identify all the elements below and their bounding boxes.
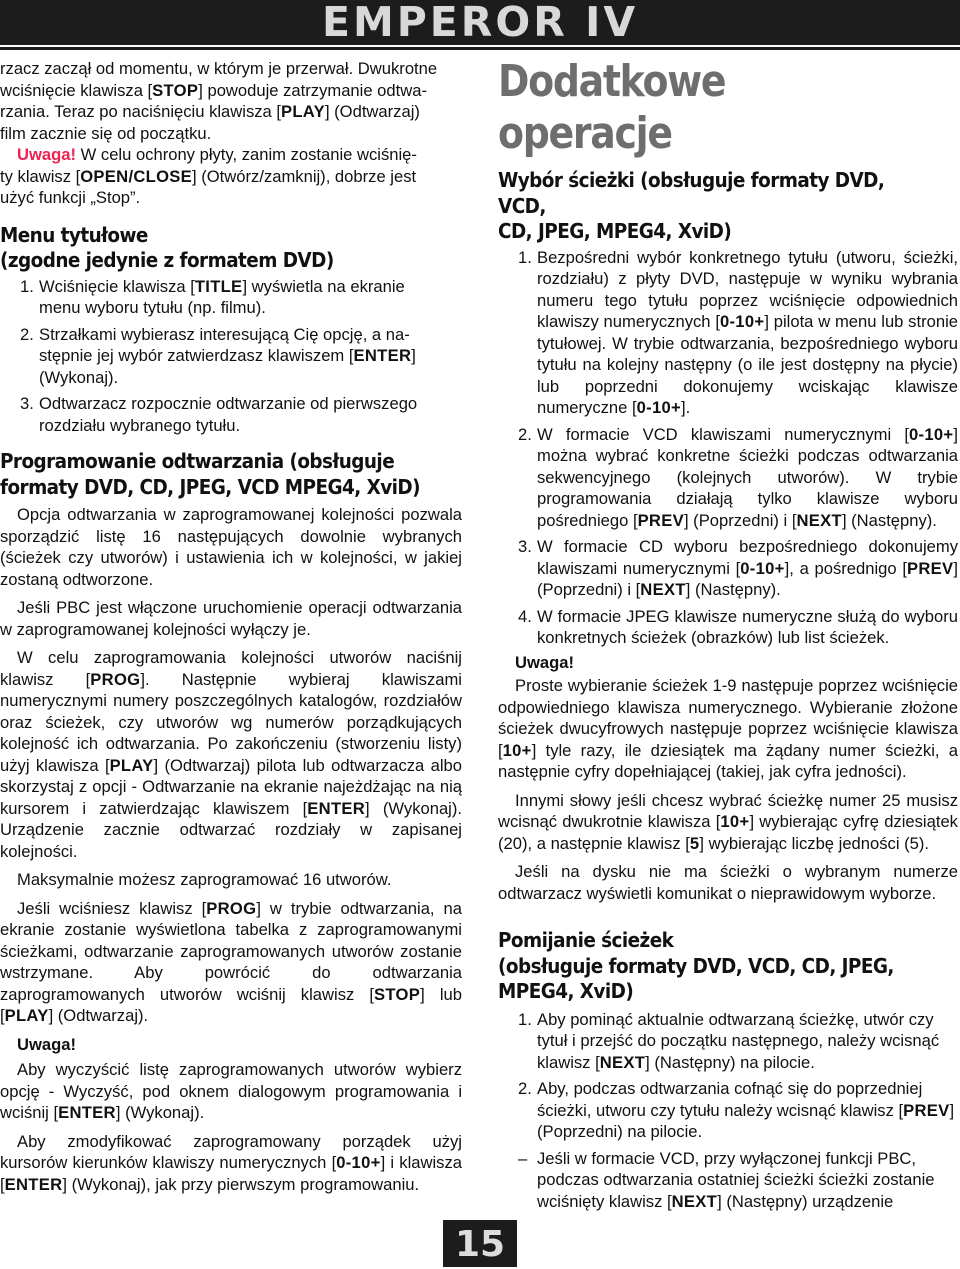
key-label: PLAY xyxy=(281,102,325,121)
text: ] wyświetla na ekranie xyxy=(242,276,405,296)
text: W formacie VCD klawiszami numerycznymi [ xyxy=(537,424,909,444)
key-label: 0-10+ xyxy=(719,312,765,331)
list-item xyxy=(0,276,462,319)
text: ] (Wykonaj). Urządzenie zacznie odtwarzać rozdziały w zapisanej kolejności. xyxy=(0,798,462,861)
text: ] lub [ xyxy=(0,984,462,1025)
key-label: STOP xyxy=(374,984,421,1004)
text: ] pilota w menu lub stronie tytułowej. W trybie odtwarzania, bezpośredniego wyboru tytułu na kolejny następny (o ile jest dostępny na płycie) lub poprzedni dokonujemy wciskając klawisze numeryczne [ xyxy=(537,312,958,417)
text: ] (Następny). xyxy=(841,510,937,530)
text: Aby, podczas odtwarzania cofnąć się do poprzedniej ścieżki, utworu czy tytułu należy wcisnąć klawisz [ xyxy=(537,1079,923,1120)
paragraph xyxy=(0,647,462,862)
section-heading: CD, JPEG, MPEG4, XviD) xyxy=(498,219,732,243)
text: ] w trybie odtwarzania, na ekranie zostanie wyświetlona tabelka z zaprogramowanymi ścieżkami, odtwarzanie zaprogramowanych utworów zostanie wstrzymane. Aby powrócić do odtwarzania zaprogramowanych utworów wciśnij klawisz [ xyxy=(0,898,462,1004)
text: Aby pominąć aktualnie odtwarzaną ścieżkę, utwór czy tytuł i przejść do początku następnego, należy wcisnąć klawisz [ xyxy=(537,1009,940,1072)
text: ] tyle razy, ile dziesiątek ma żądany numer ścieżki, a następnie cyfry dopełniającej (takiej, jak cyfra jedności). xyxy=(498,740,958,781)
intro-line xyxy=(0,101,462,123)
key-label: PLAY xyxy=(109,755,154,775)
paragraph xyxy=(498,790,958,855)
menu-steps xyxy=(0,276,462,437)
track-selection-section xyxy=(498,168,958,904)
text: (Wykonaj). xyxy=(39,367,119,387)
track-selection-steps xyxy=(498,247,958,649)
item-number: 4. xyxy=(518,606,532,626)
key-label: ENTER xyxy=(58,1103,116,1122)
section-heading: Menu tytułowe xyxy=(0,222,148,247)
text: ty klawisz [ xyxy=(0,166,81,186)
key-label: 0-10+ xyxy=(908,424,954,444)
text: Proste wybieranie ścieżek 1-9 następuje poprzez wciśnięcie odpowiedniego klawisza numerycznego. Wybieranie złożone ścieżek dwucyfrowych następuje poprzez wciśnięcie klawisza [ xyxy=(498,676,958,760)
item-number: 1. xyxy=(518,1009,532,1029)
right-column xyxy=(498,56,958,1212)
paragraph: Maksymalnie możesz zaprogramować 16 utworów. xyxy=(17,870,392,889)
key-label: ENTER xyxy=(307,798,366,818)
text: Strzałkami wybierasz interesującą Cię opcję, a na- xyxy=(39,324,410,344)
item-number: 3. xyxy=(20,394,34,413)
key-label: TITLE xyxy=(194,276,243,296)
section-heading: Programowanie odtwarzania (obsługuje xyxy=(0,449,395,473)
list-item xyxy=(498,1009,958,1074)
key-label: ENTER xyxy=(4,1174,63,1194)
left-column xyxy=(0,58,462,1195)
text: menu wyboru tytułu (np. filmu). xyxy=(39,298,266,317)
text: ] (Odtwarzaj) xyxy=(324,102,420,121)
key-label: PLAY xyxy=(4,1006,49,1025)
key-label: 0-10+ xyxy=(636,398,682,417)
text: ] (Otwórz/zamknij), dobrze jest xyxy=(192,166,417,186)
text: wciśnięcie klawisza [ xyxy=(0,80,153,100)
text: ]. Następnie wybieraj klawiszami numerycznymi numery poszczególnych katalogów, rozdziałów oraz ścieżek, czy utworów wg numerów porządkujących kolejność ich odtwarzania. Po zakończeniu (stworzeniu listy) użyj klawisza [ xyxy=(0,669,462,775)
text: ] (Wykonaj), jak przy pierwszym programowaniu. xyxy=(62,1174,420,1194)
text: ] (Wykonaj). xyxy=(115,1103,205,1122)
text: ], a pośrednigo [ xyxy=(784,558,907,578)
text: ] (Następny). xyxy=(685,580,781,599)
text: ] xyxy=(411,346,416,365)
intro-line: użyć funkcji „Stop”. xyxy=(0,188,141,207)
brand-title: EMPEROR IV xyxy=(321,0,639,46)
key-label: PROG xyxy=(90,669,141,689)
item-number: 1. xyxy=(20,276,34,296)
text: W formacie JPEG klawisze numeryczne służą do wyboru konkretnych ścieżek (obrazków) lub list ścieżek. xyxy=(537,606,958,647)
key-label: 5 xyxy=(689,833,700,853)
paragraph xyxy=(0,1131,462,1196)
text: ]. xyxy=(681,398,691,417)
programming-section xyxy=(0,449,462,1195)
intro-line xyxy=(0,166,462,188)
key-label: 10+ xyxy=(502,740,532,760)
list-item xyxy=(498,1148,958,1213)
paragraph: Jeśli PBC jest włączone uruchomienie operacji odtwarzania w zaprogramowanej kolejności wyłączy je. xyxy=(0,598,462,639)
section-heading: (zgodne jedynie z formatem DVD) xyxy=(0,248,334,272)
text: ] (Odtwarzaj). xyxy=(48,1006,149,1025)
text: Jeśli w formacie VCD, przy wyłączonej funkcji PBC, podczas odtwarzania ostatniej ścieżki ścieżki zostanie wciśnięty klawisz [ xyxy=(537,1148,935,1211)
text: ] (Następny) urządzenie xyxy=(717,1191,894,1211)
list-item xyxy=(498,247,958,419)
list-item xyxy=(498,536,958,601)
section-heading: (obsługuje formaty DVD, VCD, CD, JPEG, xyxy=(498,953,894,978)
text: ] (Poprzedni) i [ xyxy=(537,558,958,599)
text: ] i klawisza [ xyxy=(0,1153,462,1194)
paragraph xyxy=(498,675,958,783)
intro-line xyxy=(0,80,462,102)
key-label: PREV xyxy=(637,510,684,530)
item-number: – xyxy=(518,1148,528,1168)
text: rzania. Teraz po naciśnięciu klawisza [ xyxy=(0,102,281,121)
header-rule xyxy=(0,47,960,50)
text: ] (Poprzedni) na pilocie. xyxy=(537,1100,955,1141)
key-label: PREV xyxy=(906,558,954,578)
text: stępnie jej wybór zatwierdzasz klawiszem [ xyxy=(39,346,354,365)
warning-label: Uwaga! xyxy=(17,145,77,164)
item-number: 1. xyxy=(518,247,532,267)
text: ] (Odtwarzaj) pilota lub odtwarzacza albo skorzystaj z opcji - Odtwarzanie na ekranie najeżdżając na nią kursorem i zatwierdzając klawiszem [ xyxy=(0,755,463,818)
intro-line: rzacz zaczął od momentu, w którym je przerwał. Dwukrotne xyxy=(0,59,438,78)
item-number: 2. xyxy=(20,324,34,344)
text: Jeśli wciśniesz klawisz [ xyxy=(17,898,207,918)
text: ] wybierając liczbę jedności (5). xyxy=(699,833,930,853)
text: W celu ochrony płyty, zanim zostanie wciśnię- xyxy=(76,145,417,164)
list-item xyxy=(498,424,958,532)
list-item xyxy=(498,1078,958,1143)
text: Aby zmodyfikować zaprogramowany porządek użyj kursorów kierunków klawiszy numerycznych [ xyxy=(0,1131,462,1172)
key-label: 0-10+ xyxy=(336,1153,381,1172)
key-label: PREV xyxy=(903,1100,950,1120)
text: Aby wyczyścić listę zaprogramowanych utworów wybierz opcję - Wyczyść, pod oknem dialogowym programowania i wciśnij [ xyxy=(0,1060,462,1122)
intro-line xyxy=(0,144,462,166)
key-label: PROG xyxy=(206,898,257,918)
paragraph xyxy=(0,1059,462,1124)
text: W celu zaprogramowania kolejności utworów naciśnij klawisz [ xyxy=(0,648,462,689)
key-label: NEXT xyxy=(640,580,686,599)
text: Bezpośredni wybór konkretnego tytułu (utworu, ścieżki, rozdziału) z płyty DVD, następuje w wyniku wybrania numeru tego tytułu poprzez wciśnięcie odpowiednich klawiszy numerycznych [ xyxy=(537,247,958,331)
item-number: 2. xyxy=(518,424,532,444)
text: ] można wybrać konkretne ścieżki podczas odtwarzania sekwencyjnego (kolejnych utworów). W trybie programowania działają tylko klawisze wyboru pośredniego [ xyxy=(537,424,958,530)
warning-label: Uwaga! xyxy=(515,652,575,672)
text: Odtwarzacz rozpocznie odtwarzanie od pierwszego xyxy=(39,394,418,413)
intro-line: film zacznie się od początku. xyxy=(0,123,212,143)
page-number: 15 xyxy=(454,1224,506,1265)
text: ] (Poprzedni) i [ xyxy=(683,510,797,530)
list-item xyxy=(0,393,462,436)
page-title: Dodatkowe operacje xyxy=(498,56,726,159)
paragraph xyxy=(0,898,462,1027)
key-label: NEXT xyxy=(599,1052,646,1072)
text: Innymi słowy jeśli chcesz wybrać ścieżkę numer 25 musisz wcisnąć dwukrotnie klawisza [ xyxy=(498,790,958,831)
skip-section xyxy=(498,928,958,1212)
key-label: NEXT xyxy=(671,1191,718,1211)
key-label: OPEN/CLOSE xyxy=(80,166,193,186)
key-label: STOP xyxy=(152,80,199,100)
list-item xyxy=(0,324,462,389)
skip-steps xyxy=(498,1009,958,1213)
section-heading: Pomijanie ścieżek xyxy=(498,928,674,952)
text: W formacie CD wyboru bezpośredniego dokonujemy klawiszami numerycznymi [ xyxy=(537,537,958,578)
section-heading: formaty DVD, CD, JPEG, VCD MPEG4, XviD) xyxy=(0,474,420,499)
list-item xyxy=(498,606,958,649)
text: rozdziału wybranego tytułu. xyxy=(39,415,241,435)
intro-text xyxy=(0,58,462,209)
item-number: 3. xyxy=(518,537,532,556)
paragraph: Jeśli na dysku nie ma ścieżki o wybranym numerze odtwarzacz wyświetli komunikat o nieprawidowym wyborze. xyxy=(498,862,958,903)
menu-section xyxy=(0,223,462,437)
section-heading: MPEG4, XviD) xyxy=(498,979,634,1003)
text: ] (Następny) na pilocie. xyxy=(645,1052,815,1072)
section-heading: Wybór ścieżki (obsługuje formaty DVD, VCD, xyxy=(498,168,885,218)
text: Wciśnięcie klawisza [ xyxy=(39,276,195,296)
key-label: 0-10+ xyxy=(740,558,785,578)
item-number: 2. xyxy=(518,1079,532,1098)
key-label: 10+ xyxy=(720,812,750,831)
text: ] wybierając cyfrę dziesiątek (20), a następnie klawisz [ xyxy=(498,812,958,853)
key-label: NEXT xyxy=(796,510,842,530)
key-label: ENTER xyxy=(353,346,412,365)
text: ] powoduje zatrzymanie odtwa- xyxy=(198,80,427,100)
warning-label: Uwaga! xyxy=(17,1034,77,1054)
paragraph: Opcja odtwarzania w zaprogramowanej kolejności pozwala sporządzić listę 16 następujących dowolnie wybranych (ścieżek czy utworów) i ustawienia ich w kolejności, w jakiej zostaną odtworzone. xyxy=(0,505,462,589)
